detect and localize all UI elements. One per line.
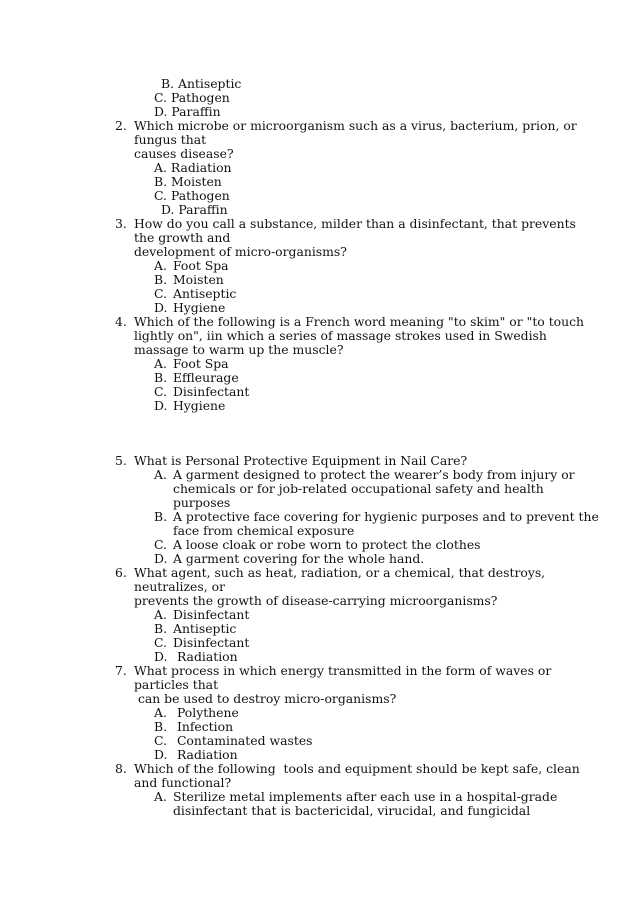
question-text: neutralizes, or xyxy=(134,579,225,594)
option-letter: B. xyxy=(154,509,168,524)
option-text: A protective face covering for hygienic purposes and to prevent the xyxy=(173,509,599,524)
option-text: Pathogen xyxy=(170,90,230,105)
option-letter: B. xyxy=(154,272,168,287)
option-text: Radiation xyxy=(173,747,238,762)
option-line xyxy=(154,734,313,748)
question-text: particles that xyxy=(134,677,219,692)
option-letter: C. xyxy=(154,90,167,105)
option-line xyxy=(154,636,249,650)
question-text: massage to warm up the muscle? xyxy=(134,342,344,357)
option-text: Hygiene xyxy=(173,300,226,315)
option-line xyxy=(154,371,239,385)
option-text: Paraffin xyxy=(171,104,221,119)
question-number: 8. xyxy=(115,761,127,776)
question-number: 5. xyxy=(115,453,127,468)
option-letter: C. xyxy=(154,286,167,301)
question-number: 4. xyxy=(115,314,127,329)
question-text: What process in which energy transmitted in the form of waves or xyxy=(134,663,552,678)
question-text: causes disease? xyxy=(134,146,234,161)
option-letter: C. xyxy=(154,635,167,650)
option-text: A loose cloak or robe worn to protect the clothes xyxy=(173,537,481,552)
question-text: What is Personal Protective Equipment in Nail Care? xyxy=(134,453,468,468)
question-text: What agent, such as heat, radiation, or a chemical, that destroys, xyxy=(134,565,546,580)
option-line xyxy=(154,790,557,804)
option-line xyxy=(154,189,230,203)
question-line xyxy=(115,119,577,133)
question-text: and functional? xyxy=(134,775,232,790)
option-line xyxy=(154,706,239,720)
option-line xyxy=(154,357,229,371)
option-text: Paraffin xyxy=(178,202,228,217)
option-line xyxy=(154,748,238,762)
question-number: 3. xyxy=(115,216,127,231)
option-line xyxy=(154,622,236,636)
option-text: A garment designed to protect the wearer’s body from injury or xyxy=(173,467,575,482)
option-text: Infection xyxy=(173,719,234,734)
option-letter: A. xyxy=(154,258,167,273)
option-text: Antiseptic xyxy=(178,76,242,91)
option-line xyxy=(154,161,232,175)
option-text: Sterilize metal implements after each use in a hospital-grade xyxy=(173,789,558,804)
option-letter: A. xyxy=(154,467,167,482)
option-letter: B. xyxy=(154,174,168,189)
option-text: Foot Spa xyxy=(173,356,229,371)
option-text: Moisten xyxy=(173,272,224,287)
option-letter: C. xyxy=(154,537,167,552)
option-letter: C. xyxy=(154,733,167,748)
option-text: chemicals or for job-related occupational safety and health xyxy=(173,481,544,496)
question-line xyxy=(115,566,545,580)
option-letter: D. xyxy=(154,551,168,566)
option-line xyxy=(154,91,230,105)
option-letter: A. xyxy=(154,607,167,622)
option-text: Disinfectant xyxy=(173,384,250,399)
option-line xyxy=(154,720,233,734)
option-letter: D. xyxy=(154,104,168,119)
option-line xyxy=(154,510,599,524)
option-line xyxy=(154,399,225,413)
option-line xyxy=(154,301,225,315)
option-line xyxy=(161,203,228,217)
option-line xyxy=(154,650,238,664)
option-line xyxy=(154,538,481,552)
option-letter: B. xyxy=(161,76,175,91)
option-line xyxy=(154,287,236,301)
option-letter: C. xyxy=(154,384,167,399)
option-letter: B. xyxy=(154,719,168,734)
option-text: Radiation xyxy=(170,160,232,175)
question-line xyxy=(115,762,580,776)
option-text: Moisten xyxy=(171,174,222,189)
question-text: Which of the following is a French word meaning "to skim" or "to touch xyxy=(134,314,585,329)
option-letter: B. xyxy=(154,370,168,385)
option-text: Disinfectant xyxy=(173,607,250,622)
option-text: Pathogen xyxy=(170,188,230,203)
question-line xyxy=(115,315,584,329)
option-letter: A. xyxy=(154,789,167,804)
question-line xyxy=(115,454,467,468)
question-number: 7. xyxy=(115,663,127,678)
question-number: 6. xyxy=(115,565,127,580)
option-text: Disinfectant xyxy=(173,635,250,650)
option-letter: D. xyxy=(154,649,168,664)
question-text: can be used to destroy micro-organisms? xyxy=(134,691,397,706)
question-text: Which microbe or microorganism such as a virus, bacterium, prion, or xyxy=(134,118,577,133)
question-text: the growth and xyxy=(134,230,231,245)
option-letter: B. xyxy=(154,621,168,636)
option-text: Effleurage xyxy=(173,370,239,385)
option-text: Foot Spa xyxy=(173,258,229,273)
option-text: disinfectant that is bactericidal, virucidal, and fungicidal xyxy=(173,803,531,818)
option-text: Antiseptic xyxy=(173,621,237,636)
option-letter: D. xyxy=(154,747,168,762)
option-line xyxy=(154,385,249,399)
option-letter: A. xyxy=(154,160,167,175)
option-text: Polythene xyxy=(173,705,239,720)
question-text: How do you call a substance, milder than a disinfectant, that prevents xyxy=(134,216,576,231)
question-text: fungus that xyxy=(134,132,207,147)
question-text: Which of the following tools and equipment should be kept safe, clean xyxy=(134,761,580,776)
option-letter: A. xyxy=(154,356,167,371)
option-letter: C. xyxy=(154,188,167,203)
option-text: purposes xyxy=(173,495,231,510)
option-line xyxy=(154,105,221,119)
question-text: development of micro-organisms? xyxy=(134,244,347,259)
option-text: Contaminated wastes xyxy=(173,733,313,748)
option-line xyxy=(154,175,222,189)
question-number: 2. xyxy=(115,118,127,133)
option-letter: A. xyxy=(154,705,167,720)
question-line xyxy=(115,217,576,231)
option-line xyxy=(154,273,224,287)
option-line xyxy=(154,259,229,273)
question-line xyxy=(115,664,551,678)
option-letter: D. xyxy=(154,300,168,315)
option-text: Hygiene xyxy=(173,398,226,413)
option-text: face from chemical exposure xyxy=(173,523,355,538)
option-letter: D. xyxy=(154,398,168,413)
option-text: Radiation xyxy=(173,649,238,664)
option-text: A garment covering for the whole hand. xyxy=(173,551,425,566)
option-line xyxy=(154,608,249,622)
option-text: Antiseptic xyxy=(173,286,237,301)
question-text: lightly on", iin which a series of massage strokes used in Swedish xyxy=(134,328,547,343)
option-letter: D. xyxy=(161,202,175,217)
option-line xyxy=(154,552,424,566)
option-line xyxy=(154,468,575,482)
question-text: prevents the growth of disease-carrying microorganisms? xyxy=(134,593,498,608)
option-line xyxy=(161,77,241,91)
